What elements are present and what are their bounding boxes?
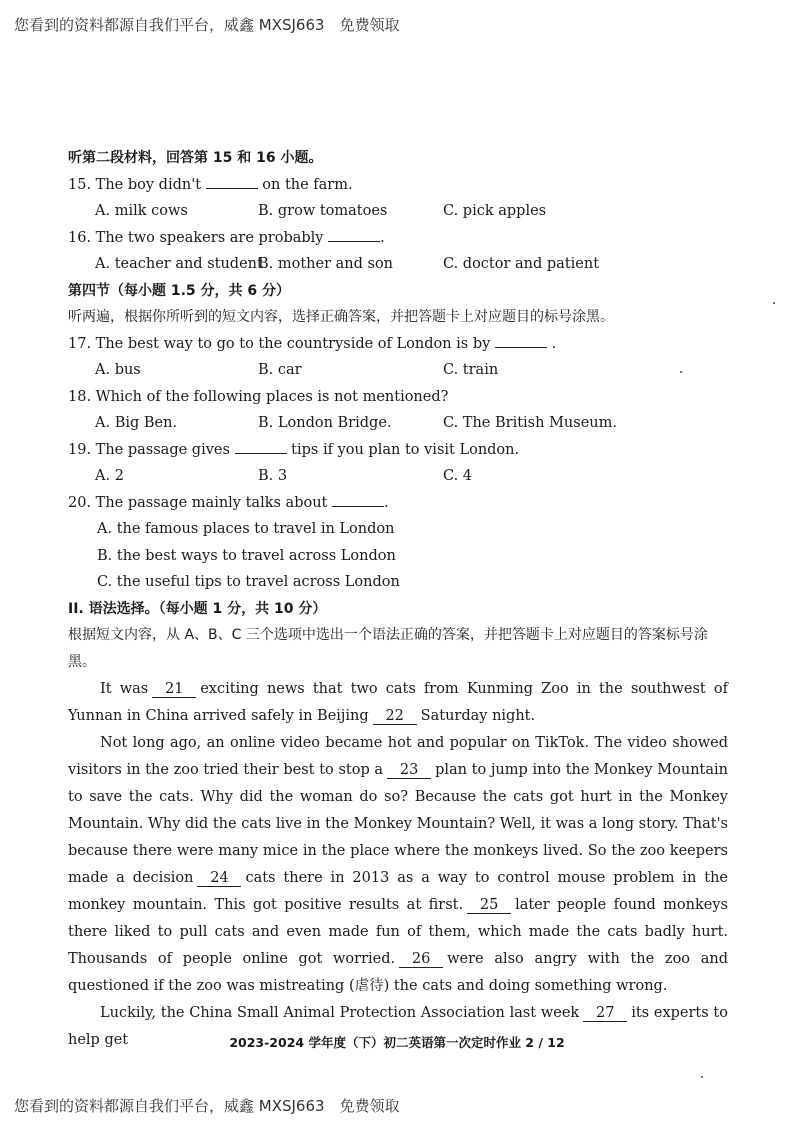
part2-instruction: 根据短文内容，从 A、B、C 三个选项中选出一个语法正确的答案，并把答题卡上对应题目的答案标号涂黑。	[68, 627, 708, 670]
passage-text: exciting news that two cats from Kunming Zoo in the southwest of Yunnan in China arrived safely in Beijing	[68, 681, 728, 724]
grammar-blank-24: 24	[197, 870, 241, 887]
passage-text: its experts to help get	[68, 1005, 728, 1048]
answer-blank	[235, 437, 287, 454]
passage-text: cats there in 2013 as a way to control mouse problem in the monkey mountain. This got positive results at first.	[68, 870, 728, 913]
exam-page-content	[68, 145, 728, 1054]
question-stem: The best way to go to the countryside of London is by	[95, 335, 491, 352]
section4-instruction: 听两遍，根据你所听到的短文内容，选择正确答案，并把答题卡上对应题目的标号涂黑。	[68, 309, 614, 325]
answer-blank	[495, 331, 547, 348]
option-c: C. doctor and patient	[443, 256, 600, 272]
question-stem: The boy didn't	[95, 176, 202, 193]
question-stem: The two speakers are probably	[95, 229, 324, 246]
watermark-bottom: 您看到的资料都源自我们平台，威鑫 MXSJ663 免费领取	[14, 1097, 400, 1115]
section3-tail-header: 听第二段材料，回答第 15 和 16 小题。	[68, 150, 323, 166]
option-a: A. the famous places to travel in London	[97, 521, 395, 537]
page-footer: 2023-2024 学年度（下）初二英语第一次定时作业 2 / 12	[229, 1035, 565, 1050]
option-c: C. pick apples	[443, 203, 547, 219]
option-a: A. bus	[95, 362, 141, 378]
question-stem-end: .	[380, 229, 385, 246]
question-stem-end: .	[551, 335, 557, 352]
options-16	[68, 251, 728, 278]
option-c: C. The British Museum.	[443, 415, 617, 431]
scan-speck	[701, 1076, 703, 1078]
answer-blank	[332, 490, 384, 507]
options-17	[68, 357, 728, 384]
question-stem-end: on the farm.	[262, 176, 353, 193]
part2-title: II. 语法选择。（每小题 1 分，共 10 分）	[68, 600, 327, 617]
question-18	[68, 384, 728, 411]
grammar-blank-21: 21	[152, 681, 196, 698]
option-b: B. the best ways to travel across London	[97, 547, 396, 564]
grammar-blank-22: 22	[373, 708, 417, 725]
option-b: B. car	[258, 362, 302, 378]
option-a: A. milk cows	[95, 203, 188, 219]
option-c: C. train	[443, 362, 499, 378]
question-number: 17.	[68, 335, 92, 352]
grammar-blank-25: 25	[467, 897, 511, 914]
option-c: C. 4	[443, 468, 473, 484]
passage-text: Not long ago, an online video became hot and popular on TikTok. The video showed visitors in the zoo tried their best to stop a	[68, 735, 728, 778]
passage-text: Saturday night.	[420, 708, 536, 724]
grammar-blank-23: 23	[387, 762, 431, 779]
passage-text: It was	[100, 681, 149, 697]
options-18	[68, 410, 728, 437]
answer-blank	[206, 172, 258, 189]
watermark-top: 您看到的资料都源自我们平台，威鑫 MXSJ663 免费领取	[14, 16, 400, 34]
question-stem: The passage mainly talks about	[95, 494, 328, 511]
question-19	[68, 437, 728, 464]
question-stem: Which of the following places is not mentioned?	[95, 388, 449, 405]
grammar-blank-27: 27	[583, 1005, 627, 1022]
option-a: A. teacher and student	[95, 256, 263, 272]
question-16	[68, 225, 728, 252]
question-number: 16.	[68, 229, 92, 246]
question-stem: The passage gives	[95, 441, 230, 458]
scan-speck	[680, 371, 682, 373]
passage-text: later people found monkeys there liked to pull cats and even made fun of them, which made the cats badly hurt. Thousands of people online got worried.	[68, 897, 728, 967]
question-20	[68, 490, 728, 517]
option-a: A. Big Ben.	[95, 415, 178, 431]
grammar-blank-26: 26	[399, 951, 443, 968]
question-stem-end: .	[383, 494, 389, 511]
scan-speck	[773, 302, 775, 304]
question-15	[68, 172, 728, 199]
option-a: A. 2	[95, 468, 124, 484]
passage-text: plan to jump into the Monkey Mountain to save the cats. Why did the woman do so? Because the cats got hurt in the Monkey Mountain. Why did the cats live in the Monkey Mountain? Well, it was a long story. That's because there were many mice in the place where the monkeys lived. So the zoo keepers made a decision	[68, 762, 729, 886]
option-b: B. mother and son	[258, 256, 394, 272]
option-b: B. London Bridge.	[258, 415, 392, 431]
passage-text: were also angry with the zoo and questioned if the zoo was mistreating (虐待) the cats and doing something wrong.	[68, 951, 728, 994]
passage-text: Luckily, the China Small Animal Protection Association last week	[100, 1005, 580, 1021]
question-17	[68, 331, 728, 358]
question-stem-end: tips if you plan to visit London.	[291, 441, 520, 458]
passage-paragraph-2	[68, 730, 728, 1000]
options-19	[68, 463, 728, 490]
question-number: 18.	[68, 388, 92, 405]
option-b: B. grow tomatoes	[258, 203, 388, 219]
question-number: 15.	[68, 176, 92, 193]
section4-title: 第四节（每小题 1.5 分，共 6 分）	[68, 282, 291, 299]
option-b: B. 3	[258, 468, 288, 484]
question-number: 20.	[68, 494, 92, 511]
answer-blank	[328, 225, 380, 242]
passage-paragraph-1	[68, 676, 728, 730]
question-number: 19.	[68, 441, 92, 458]
option-c: C. the useful tips to travel across London	[97, 574, 400, 590]
options-15	[68, 198, 728, 225]
